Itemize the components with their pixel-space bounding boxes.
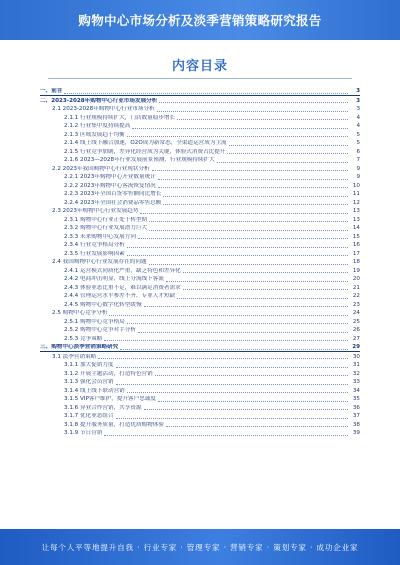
toc-entry-title: 2.2.4 2023年全国社会消费品零售总额 — [64, 199, 162, 206]
heading-divider — [48, 78, 352, 79]
dot-leader — [104, 434, 348, 436]
toc-page-number: 15 — [352, 233, 360, 240]
toc-page-number: 13 — [352, 216, 360, 223]
dot-leader — [138, 331, 348, 333]
toc-entry[interactable] — [40, 138, 360, 147]
toc-entry[interactable] — [40, 249, 360, 258]
dot-leader — [177, 118, 348, 120]
dot-leader — [227, 152, 348, 154]
toc-entry[interactable] — [40, 189, 360, 198]
toc-entry[interactable] — [40, 411, 360, 420]
toc-page-number: 23 — [352, 301, 360, 308]
toc-page-number: 5 — [356, 140, 360, 147]
toc-page-number: 4 — [356, 114, 360, 121]
toc-page-number: 27 — [352, 335, 360, 342]
toc-entry-title: 2.2.1 2023年购物中心开业数量统计 — [64, 174, 156, 181]
toc-entry-title: 2.5.1 购物中心竞争格局 — [64, 318, 125, 325]
dot-leader — [155, 374, 348, 376]
dot-leader — [116, 417, 348, 419]
dot-leader — [183, 288, 348, 290]
toc-page-number: 34 — [352, 387, 360, 394]
dot-leader — [217, 161, 348, 163]
toc-page-number: 6 — [356, 148, 360, 155]
toc-page-number: 14 — [352, 225, 360, 232]
toc-entry[interactable] — [40, 394, 360, 403]
toc-entry-title: 2.5.3 竞争策略 — [64, 335, 103, 342]
dot-leader — [163, 195, 348, 197]
toc-entry[interactable] — [40, 232, 360, 241]
dot-leader — [166, 280, 348, 282]
dot-leader — [104, 339, 348, 341]
toc-entry-title: 2.1.5 行业竞争加剧，差异化经营成为关键，体验式消费占比提升 — [64, 148, 226, 155]
toc-entry-title: 二、2023-2028年购物中心行业市场发展分析 — [40, 97, 158, 104]
dot-leader — [158, 400, 348, 402]
toc-page-number: 31 — [352, 362, 360, 369]
table-of-contents — [40, 86, 360, 437]
toc-entry[interactable] — [40, 215, 360, 224]
toc-entry[interactable] — [40, 291, 360, 300]
toc-page-number: 24 — [352, 310, 360, 317]
toc-page-number: 13 — [352, 208, 360, 215]
toc-entry[interactable] — [40, 155, 360, 164]
dot-leader — [127, 254, 348, 256]
dot-leader — [120, 348, 348, 350]
toc-entry[interactable] — [40, 181, 360, 190]
toc-entry-title: 3.1.5 VIP客户维护，提升客户忠诚度 — [64, 396, 156, 403]
toc-page-number: 35 — [352, 396, 360, 403]
toc-page-number: 12 — [352, 199, 360, 206]
toc-entry[interactable] — [40, 283, 360, 292]
toc-entry-title: 2.3.1 购物中心行业正处于转型期 — [64, 216, 148, 223]
dot-leader — [116, 383, 348, 385]
toc-entry[interactable] — [40, 130, 360, 139]
dot-leader — [159, 101, 348, 103]
dot-leader — [140, 212, 348, 214]
toc-entry-title: 2.1.2 行业集中度持续提高 — [64, 123, 131, 130]
dot-leader — [158, 178, 348, 180]
page-header — [0, 0, 400, 40]
toc-entry[interactable] — [40, 147, 360, 156]
dot-leader — [98, 357, 348, 359]
toc-entry-title: 2.4.4 管理运营水平参差不齐，专业人才短缺 — [64, 293, 176, 300]
toc-entry-title: 2.4.2 电商冲击明显，线上分流线下客流 — [64, 276, 164, 283]
toc-entry-title: 2.2.2 2023年购物中心客流恢复情况 — [64, 182, 156, 189]
toc-entry-title: 3.1.3 强化会员营销 — [64, 379, 114, 386]
footer-slogan: 让每个人平等地提升自我 · 行业专家 · 管理专家 · 营销专家 · 策划专家 · 成功企业家 — [41, 542, 359, 552]
toc-page-number: 36 — [352, 404, 360, 411]
toc-entry-title: 2.3.4 行业竞争格局分析 — [64, 242, 125, 249]
toc-entry-title: 3.1.1 加大促销力度 — [64, 362, 114, 369]
dot-leader — [163, 203, 348, 205]
toc-entry-title: 2.2 2023年我国购物中心行业现状分析 — [52, 165, 150, 172]
toc-entry-title: 2.2.3 2023年全国百货零售额同比增长 — [64, 191, 162, 198]
toc-entry[interactable] — [40, 403, 360, 412]
toc-entry[interactable] — [40, 104, 360, 113]
toc-page-number: 19 — [352, 267, 360, 274]
toc-entry[interactable] — [40, 164, 360, 173]
toc-entry[interactable] — [40, 308, 360, 317]
toc-entry-title: 2.4 我国购物中心行业发展存在的问题 — [52, 259, 147, 266]
toc-entry-title: 2.1.6 2023—2028年行业发展前景预测，行业规模持续扩大 — [64, 157, 215, 164]
toc-page-number: 3 — [356, 97, 360, 104]
report-title: 购物中心市场分析及淡季营销策略研究报告 — [78, 13, 322, 28]
toc-entry[interactable] — [40, 428, 360, 437]
dot-leader — [166, 425, 348, 427]
toc-entry-title: 3.1.2 开展主题活动，打造特色营销 — [64, 370, 153, 377]
dot-leader — [138, 237, 348, 239]
toc-page-number: 37 — [352, 413, 360, 420]
toc-page-number: 4 — [356, 123, 360, 130]
toc-entry-title: 一、前言 — [40, 88, 63, 95]
toc-heading: 内容目录 — [171, 59, 228, 74]
toc-entry-title: 2.5.2 购物中心竞争对手分析 — [64, 327, 136, 334]
dot-leader — [183, 271, 348, 273]
toc-page-number: 26 — [352, 327, 360, 334]
toc-page-number: 11 — [352, 191, 360, 198]
toc-entry-title: 三、购物中心淡季营销策略研究 — [40, 344, 119, 351]
toc-entry-title: 2.3.2 购物中心行业发展潜力巨大 — [64, 225, 148, 232]
toc-entry-title: 2.3.5 行业发展影响因素 — [64, 250, 125, 257]
dot-leader — [144, 305, 348, 307]
toc-entry-title: 3.1.4 线上线下联动营销 — [64, 387, 125, 394]
toc-entry-title: 2.3 2023年购物中心行业发展趋势 — [52, 208, 139, 215]
toc-entry-title: 3.1.8 提升服务质量，打造优质购物体验 — [64, 421, 164, 428]
toc-entry[interactable] — [40, 369, 360, 378]
toc-entry[interactable] — [40, 300, 360, 309]
dot-leader — [177, 297, 348, 299]
dot-leader — [149, 229, 348, 231]
toc-entry[interactable] — [40, 360, 360, 369]
dot-leader — [157, 110, 348, 112]
toc-entry-title: 2.4.5 购物中心数字化转型缓慢 — [64, 301, 142, 308]
dot-leader — [127, 322, 348, 324]
toc-entry-title: 3.1.7 优化业态组合 — [64, 413, 114, 420]
toc-page-number: 9 — [356, 174, 360, 181]
dot-leader — [229, 144, 348, 146]
toc-page-number: 3 — [356, 106, 360, 113]
toc-entry[interactable] — [40, 377, 360, 386]
toc-page-number: 18 — [352, 259, 360, 266]
dot-leader — [149, 220, 348, 222]
toc-entry[interactable] — [40, 198, 360, 207]
dot-leader — [64, 92, 348, 94]
dot-leader — [158, 186, 348, 188]
toc-page-number: 25 — [352, 318, 360, 325]
dot-leader — [132, 127, 348, 129]
toc-entry[interactable] — [40, 240, 360, 249]
toc-entry[interactable] — [40, 113, 360, 122]
toc-page-number: 29 — [352, 344, 360, 351]
dot-leader — [116, 366, 348, 368]
toc-entry-title: 2.1.4 线上线下融合加速，O2O成为新常态，全渠道运营成为主流 — [64, 140, 227, 147]
toc-entry[interactable] — [40, 420, 360, 429]
dot-leader — [152, 169, 348, 171]
toc-entry-title: 2.3.3 未来购物中心发展方向 — [64, 233, 136, 240]
toc-page-number: 5 — [356, 131, 360, 138]
toc-entry-title: 2.1 2023-2028年购物中心行业市场分析 — [52, 106, 155, 113]
toc-page-number: 39 — [352, 430, 360, 437]
toc-page-number: 33 — [352, 379, 360, 386]
toc-entry[interactable] — [40, 352, 360, 361]
toc-page-number: 16 — [352, 242, 360, 249]
toc-entry-title: 2.1.1 行业规模持续扩大，门店数量稳步增长 — [64, 114, 176, 121]
dot-leader — [109, 314, 348, 316]
toc-page-number: 30 — [352, 353, 360, 360]
dot-leader — [149, 263, 348, 265]
toc-page-number: 9 — [356, 165, 360, 172]
toc-entry[interactable] — [40, 257, 360, 266]
dot-leader — [144, 408, 348, 410]
toc-entry[interactable] — [40, 325, 360, 334]
toc-entry[interactable] — [40, 96, 360, 105]
toc-entry-title: 2.1.3 区域发展趋于均衡 — [64, 131, 125, 138]
toc-page-number: 32 — [352, 370, 360, 377]
toc-page-number: 17 — [352, 250, 360, 257]
toc-entry-title: 3.1 淡季营销策略 — [52, 353, 97, 360]
dot-leader — [127, 135, 348, 137]
toc-entry[interactable] — [40, 386, 360, 395]
toc-page-number: 38 — [352, 421, 360, 428]
toc-entry[interactable] — [40, 86, 360, 96]
toc-page-number: 22 — [352, 293, 360, 300]
toc-entry-title: 3.1.6 异业合作营销，共享资源 — [64, 404, 142, 411]
toc-entry[interactable] — [40, 206, 360, 215]
dot-leader — [127, 246, 348, 248]
toc-page-number: 20 — [352, 276, 360, 283]
toc-entry[interactable] — [40, 223, 360, 232]
toc-entry-title: 2.4.1 运营模式同质化严重，缺乏特色和差异化 — [64, 267, 181, 274]
toc-page-number: 3 — [356, 88, 360, 95]
toc-entry[interactable] — [40, 342, 360, 352]
page-footer — [0, 529, 400, 565]
toc-entry[interactable] — [40, 274, 360, 283]
toc-entry-title: 2.4.3 体验业态比重不足，难以满足消费者需求 — [64, 284, 181, 291]
toc-entry[interactable] — [40, 172, 360, 181]
toc-page-number: 7 — [356, 157, 360, 164]
toc-entry-title: 3.1.9 节日营销 — [64, 430, 103, 437]
toc-entry[interactable] — [40, 266, 360, 275]
toc-entry[interactable] — [40, 121, 360, 130]
toc-entry[interactable] — [40, 317, 360, 326]
toc-entry[interactable] — [40, 334, 360, 343]
dot-leader — [127, 391, 348, 393]
toc-page-number: 21 — [352, 284, 360, 291]
toc-page-number: 10 — [352, 182, 360, 189]
toc-entry-title: 2.5 购物中心竞争分析 — [52, 310, 108, 317]
